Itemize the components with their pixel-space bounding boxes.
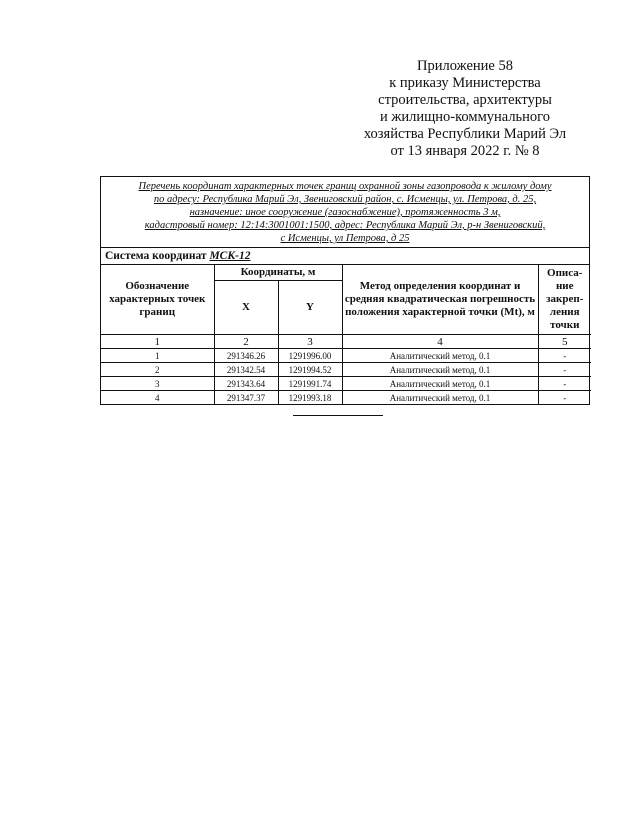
coordinate-system-row [101,248,589,265]
appendix-header [340,58,590,160]
cell-description: - [538,349,591,363]
header-line: хозяйства Республики Марий Эл [363,126,567,142]
cell-point: 3 [101,377,214,391]
cell-point: 2 [101,363,214,377]
column-number: 4 [342,335,538,349]
header-coordinates: Координаты, м [214,265,342,281]
cell-method: Аналитический метод, 0.1 [342,363,538,377]
cell-x: 291347.37 [214,391,278,405]
header-x: X [214,281,278,335]
caption-line: Перечень координат характерных точек границ охранной зоны газопровода к жилому дому [138,181,552,192]
column-number: 3 [278,335,342,349]
cell-description: - [538,363,591,377]
column-number: 2 [214,335,278,349]
coordinates-table-box [100,176,590,405]
cell-y: 1291991.74 [278,377,342,391]
header-line: строительства, архитектуры [378,92,552,108]
cell-point: 1 [101,349,214,363]
caption-line: по адресу: Республика Марий Эл, Звениговский район, с. Исменцы, ул. Петрова, д. 25, [153,194,537,205]
cell-x: 291346.26 [214,349,278,363]
cell-x: 291342.54 [214,363,278,377]
table-row [101,363,591,377]
table-row [101,377,591,391]
caption-line: с Исменцы, ул Петрова, д 25 [280,233,410,244]
cell-method: Аналитический метод, 0.1 [342,377,538,391]
caption-line: назначение: иное сооружение (газоснабжение), протяженность 3 м, [189,207,501,218]
header-line: от 13 января 2022 г. № 8 [390,143,540,159]
table-row [101,391,591,405]
header-method: Метод определения координат и средняя квадратическая погрешность положения характерной точки (Mt), м [342,265,538,335]
coordinates-table [101,265,591,404]
header-y: Y [278,281,342,335]
header-point: Обозначение характерных точек границ [101,265,214,335]
column-number-row [101,335,591,349]
table-caption [101,177,589,248]
cell-description: - [538,377,591,391]
table-row [101,349,591,363]
column-number: 5 [538,335,591,349]
cell-point: 4 [101,391,214,405]
header-line: Приложение 58 [417,58,513,74]
cell-y: 1291994.52 [278,363,342,377]
coordinate-system-label: Система координат [105,250,210,262]
caption-line: кадастровый номер: 12:14:3001001:1500, адрес: Республика Марий Эл, р-н Звениговский, [144,220,546,231]
header-description: Описа-ние закреп-ления точки [538,265,591,335]
cell-description: - [538,391,591,405]
header-line: к приказу Министерства [389,75,541,91]
cell-x: 291343.64 [214,377,278,391]
cell-method: Аналитический метод, 0.1 [342,349,538,363]
closing-rule [293,415,383,416]
cell-y: 1291996.00 [278,349,342,363]
cell-method: Аналитический метод, 0.1 [342,391,538,405]
coordinate-system-name: МСК-12 [209,250,251,262]
column-number: 1 [101,335,214,349]
header-line: и жилищно-коммунального [379,109,551,125]
cell-y: 1291993.18 [278,391,342,405]
